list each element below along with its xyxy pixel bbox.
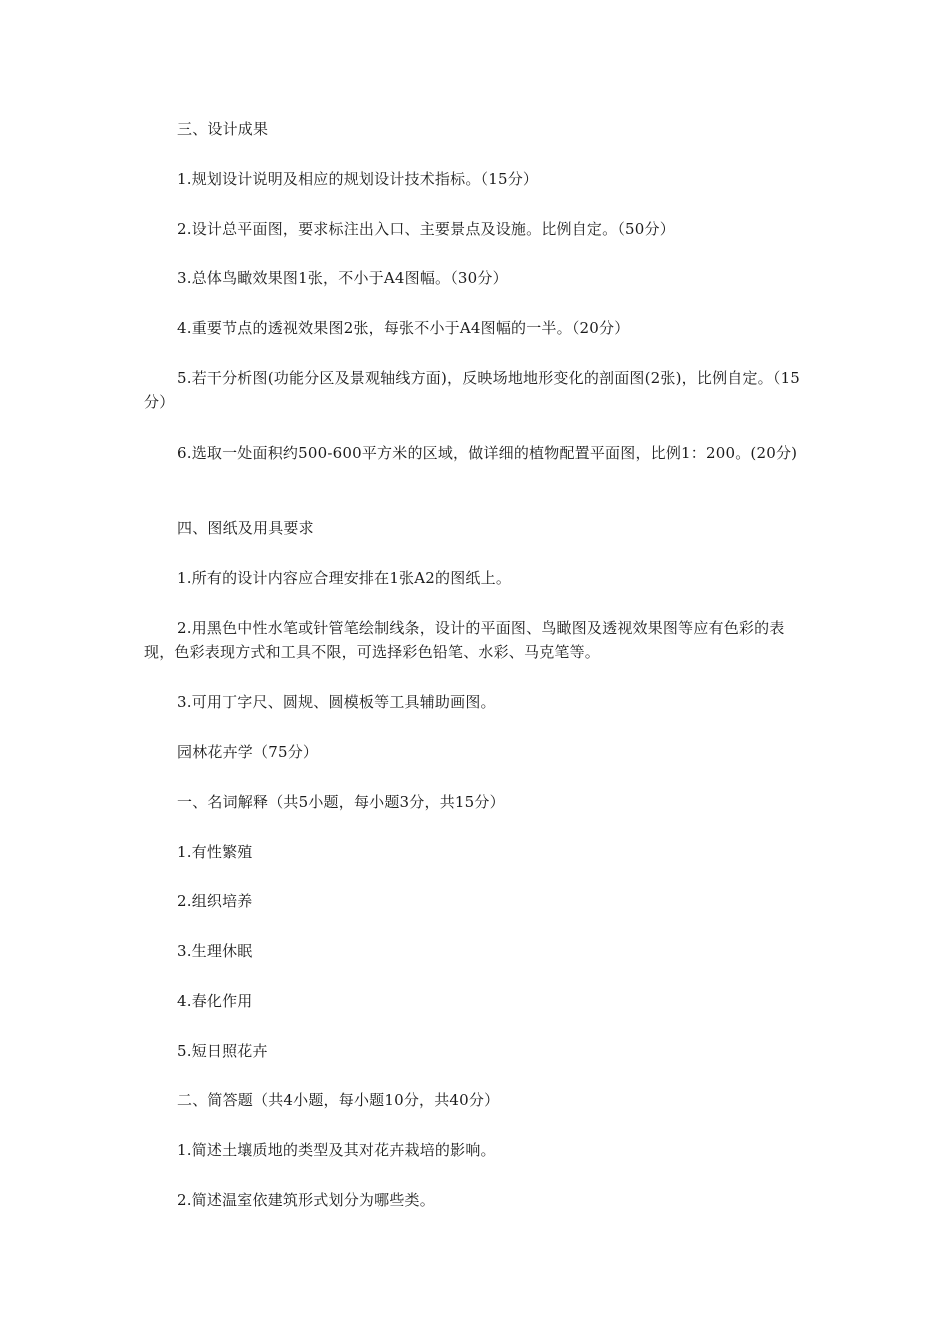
subject-title-floriculture: 园林花卉学（75分）	[177, 743, 319, 761]
drawing-requirement-item-3: 3.可用丁字尺、圆规、圆模板等工具辅助画图。	[177, 693, 496, 711]
drawing-requirement-item-1: 1.所有的设计内容应合理安排在1张A2的图纸上。	[177, 569, 512, 587]
design-result-item-4: 4.重要节点的透视效果图2张，每张不小于A4图幅的一半。（20分）	[177, 319, 630, 337]
section-heading-short-answer: 二、简答题（共4小题，每小题10分，共40分）	[177, 1091, 500, 1109]
design-result-item-3: 3.总体鸟瞰效果图1张，不小于A4图幅。（30分）	[177, 269, 508, 287]
design-result-item-6: 6.选取一处面积约500-600平方米的区域，做详细的植物配置平面图，比例1：200。(20分)	[177, 444, 798, 462]
short-answer-item-1: 1.简述土壤质地的类型及其对花卉栽培的影响。	[177, 1141, 496, 1159]
term-item-1: 1.有性繁殖	[177, 843, 253, 861]
design-result-item-5: 5.若干分析图(功能分区及景观轴线方面)，反映场地地形变化的剖面图(2张)，比例自定。（15分）	[144, 369, 801, 411]
drawing-requirement-item-2: 2.用黑色中性水笔或针管笔绘制线条，设计的平面图、鸟瞰图及透视效果图等应有色彩的表现，色彩表现方式和工具不限，可选择彩色铅笔、水彩、马克笔等。	[144, 619, 785, 661]
design-result-item-1: 1.规划设计说明及相应的规划设计技术指标。（15分）	[177, 170, 539, 188]
term-item-5: 5.短日照花卉	[177, 1042, 268, 1060]
design-result-item-2: 2.设计总平面图，要求标注出入口、主要景点及设施。比例自定。（50分）	[177, 220, 675, 238]
term-item-3: 3.生理休眠	[177, 942, 253, 960]
short-answer-item-2: 2.简述温室依建筑形式划分为哪些类。	[177, 1191, 435, 1209]
section-heading-design-results: 三、设计成果	[177, 120, 269, 138]
term-item-4: 4.春化作用	[177, 992, 253, 1010]
section-heading-drawing-requirements: 四、图纸及用具要求	[177, 519, 314, 537]
term-item-2: 2.组织培养	[177, 892, 253, 910]
section-heading-term-definitions: 一、名词解释（共5小题，每小题3分，共15分）	[177, 793, 505, 811]
